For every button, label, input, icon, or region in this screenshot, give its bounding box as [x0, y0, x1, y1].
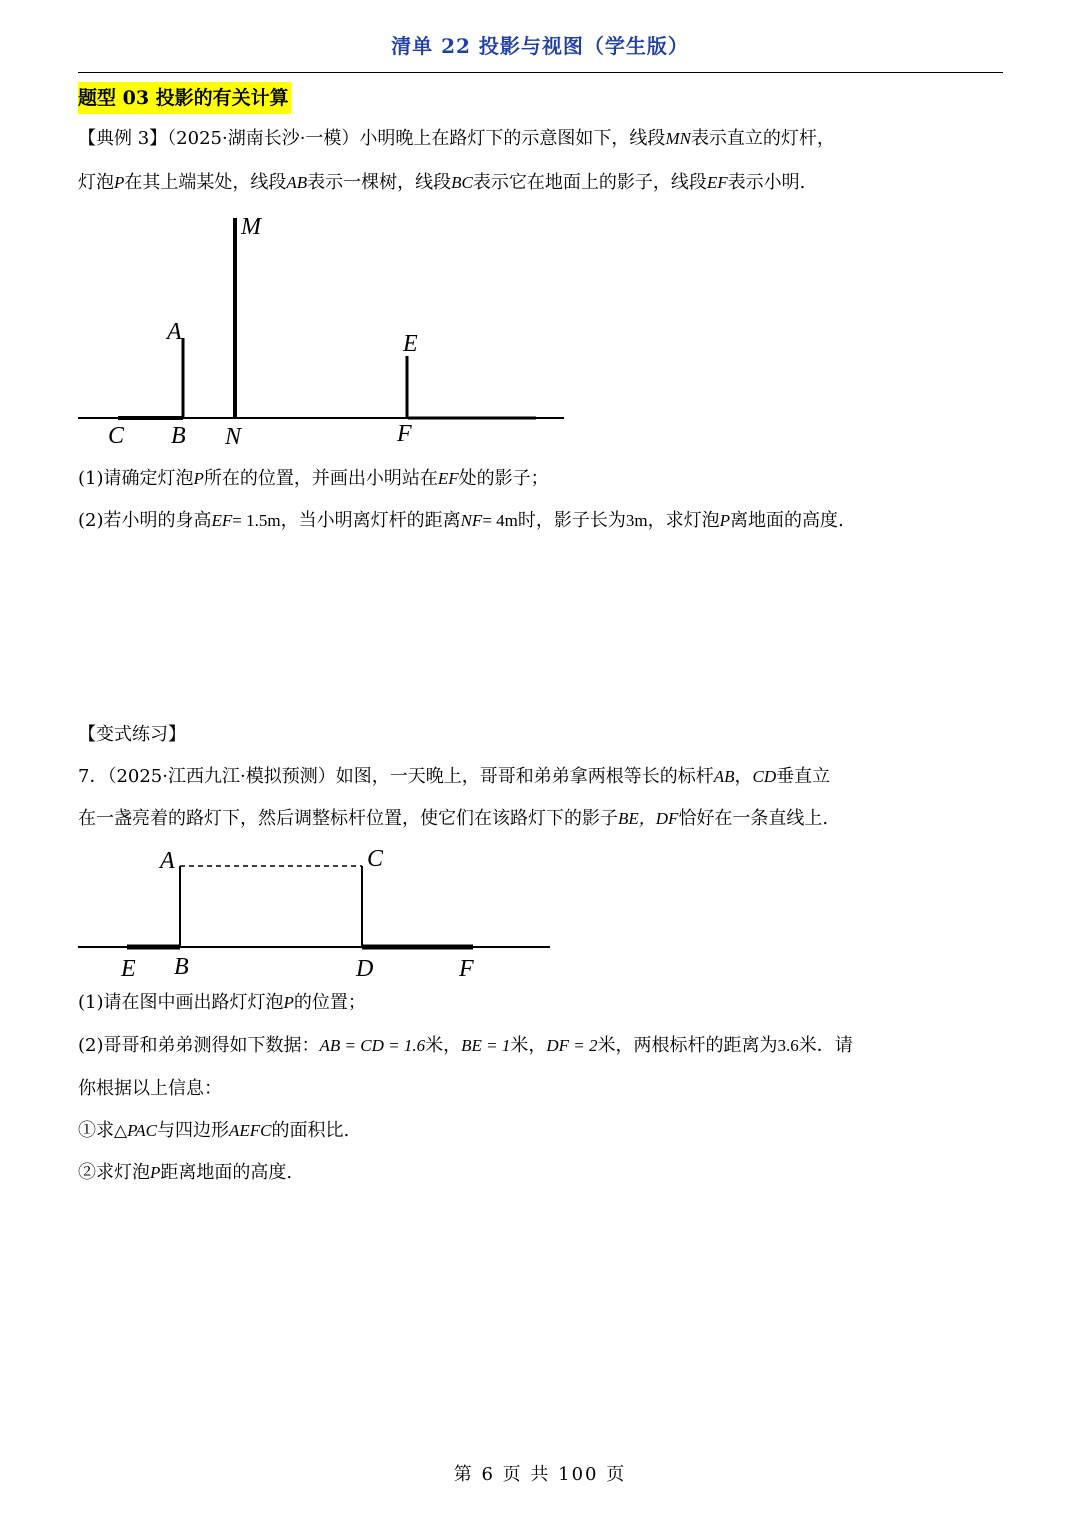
question7-line2: [78, 798, 1003, 840]
question7-part1: [78, 1110, 1003, 1152]
label-c: C: [108, 423, 125, 449]
math-value: = 1.5m: [232, 511, 281, 530]
text: ，当小明离灯杆的距离: [280, 510, 461, 531]
text: 的位置；: [293, 992, 366, 1013]
figure-lamp-post: [70, 208, 570, 458]
bulb-p: P: [193, 469, 204, 488]
question7-sub2: [78, 1025, 1003, 1067]
label-c: C: [367, 846, 384, 872]
label-a: A: [160, 848, 175, 874]
text: 表示小明.: [727, 172, 806, 193]
segment-mn: MN: [665, 129, 691, 148]
text: (1)请在图中画出路灯灯泡: [78, 992, 284, 1013]
text: (1)请确定灯泡: [78, 468, 194, 489]
triangle-pac: △PAC: [114, 1121, 157, 1140]
bulb-p: P: [719, 511, 731, 530]
math-value: = 4m: [482, 511, 518, 530]
math-value: 3m: [625, 511, 648, 530]
segment-cd: CD: [752, 767, 777, 786]
example3-question2: [78, 500, 1003, 542]
text: ①求: [78, 1120, 114, 1141]
figure-two-poles: [70, 840, 560, 990]
text: 处的影子；: [458, 468, 549, 489]
quad-aefc: AEFC: [229, 1121, 272, 1140]
text: 垂直立: [776, 766, 831, 787]
text: 恰好在一条直线上.: [678, 808, 829, 829]
example3-line1: [78, 118, 1003, 160]
question7-sub1: [78, 982, 1003, 1024]
text: 表示它在地面上的影子，线段: [472, 172, 707, 193]
page-footer: 第 6 页 共 100 页: [453, 1464, 627, 1485]
label-f: F: [397, 421, 412, 447]
text: 在一盏亮着的路灯下，然后调整标杆位置，使它们在该路灯下的影子: [78, 808, 618, 829]
text: 米，: [510, 1035, 547, 1056]
text: 时，影子长为: [517, 510, 626, 531]
segment-ef: EF: [706, 173, 728, 192]
question7-part2: [78, 1152, 1003, 1194]
segment-ab: AB: [713, 767, 735, 786]
text: 米，: [425, 1035, 462, 1056]
page-header-title: 清单 22 投影与视图（学生版）: [391, 34, 689, 58]
bulb-p: P: [150, 1163, 161, 1182]
segment-ab: AB: [286, 173, 308, 192]
text: 距离地面的高度.: [160, 1162, 293, 1183]
label-d: D: [356, 956, 374, 982]
text: (2)若小明的身高: [78, 510, 212, 531]
text: ，: [734, 766, 753, 787]
math-df: DF = 2: [546, 1036, 598, 1055]
question7-sub2-line2: 你根据以上信息：: [78, 1078, 222, 1099]
label-e: E: [121, 956, 136, 982]
math-be: BE = 1: [461, 1036, 511, 1055]
text: ②求灯泡: [78, 1162, 150, 1183]
math-ef: EF: [211, 511, 233, 530]
text: ，求灯泡: [647, 510, 720, 531]
text: 表示一棵树，线段: [307, 172, 452, 193]
label-m: M: [241, 214, 261, 240]
label-f: F: [459, 956, 474, 982]
text: 与四边形: [157, 1120, 229, 1141]
question7-line1: [78, 756, 1003, 798]
header-rule: [78, 72, 1003, 73]
example3-question1: [78, 458, 1003, 500]
variant-heading: 【变式练习】: [78, 724, 186, 745]
label-e: E: [403, 331, 418, 357]
label-b: B: [174, 954, 189, 980]
label-b: B: [171, 423, 186, 449]
segment-bc: BC: [451, 173, 473, 192]
math-ab-cd: AB = CD = 1.6: [319, 1036, 426, 1055]
label-a: A: [167, 319, 182, 345]
text: 离地面的高度.: [730, 510, 844, 531]
label-n: N: [225, 424, 242, 450]
example3-intro: 【典例 3】（2025·湖南长沙·一模）小明晚上在路灯下的示意图如下，线段: [78, 128, 666, 149]
bulb-p: P: [283, 993, 294, 1012]
text: 米，两根标杆的距离为: [597, 1035, 778, 1056]
section-title: 题型 03 投影的有关计算: [78, 82, 291, 114]
math-nf: NF: [460, 511, 483, 530]
text: 7．（2025·江西九江·模拟预测）如图，一天晚上，哥哥和弟弟拿两根等长的标杆: [78, 766, 714, 787]
bulb-p: P: [114, 173, 125, 192]
text: (2)哥哥和弟弟测得如下数据：: [78, 1035, 320, 1056]
segment-ef: EF: [437, 469, 459, 488]
text: 在其上端某处，线段: [124, 172, 287, 193]
example3-line2: [78, 162, 1003, 204]
text: 米．请: [798, 1035, 853, 1056]
text: 的面积比.: [271, 1120, 350, 1141]
math-value: 3.6: [777, 1036, 799, 1055]
text: 灯泡: [78, 172, 114, 193]
segments-be-df: BE，DF: [618, 809, 679, 828]
example3-intro-mid: 表示直立的灯杆，: [690, 128, 835, 149]
text: 所在的位置，并画出小明站在: [203, 468, 438, 489]
